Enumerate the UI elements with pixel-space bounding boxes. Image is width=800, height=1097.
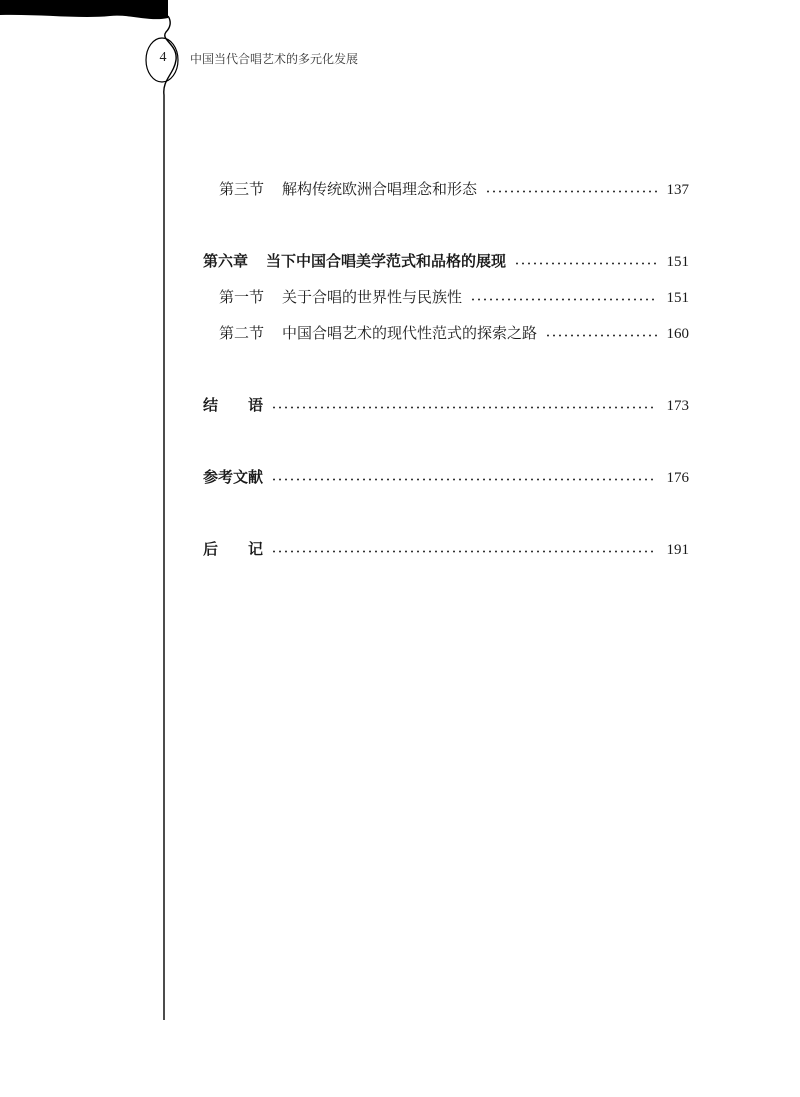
- toc-entry-page: 151: [666, 290, 689, 306]
- toc-entry-page: 173: [666, 398, 689, 414]
- toc-entry: [203, 175, 689, 199]
- dot-leader: [470, 298, 656, 301]
- dot-leader: [271, 406, 656, 409]
- toc-entry-number: 第一节: [219, 288, 265, 306]
- toc-entry-title: 后 记: [203, 540, 264, 558]
- toc-entry-page: 191: [666, 542, 689, 558]
- toc-entry-page: 176: [666, 470, 689, 486]
- dot-leader: [514, 262, 656, 265]
- dot-leader: [271, 478, 656, 481]
- toc-entry: [203, 463, 689, 487]
- toc-entry-title: 关于合唱的世界性与民族性: [282, 288, 463, 306]
- toc-entry-page: 137: [666, 182, 689, 198]
- toc-entry-number: 第三节: [219, 180, 265, 198]
- dot-leader: [271, 550, 656, 553]
- toc-entry-title: 中国合唱艺术的现代性范式的探索之路: [282, 324, 538, 342]
- toc-entry: [203, 319, 689, 343]
- running-head: 中国当代合唱艺术的多元化发展: [190, 52, 359, 66]
- dot-leader: [545, 334, 656, 337]
- dot-leader: [485, 190, 656, 193]
- toc-entry-number: 第二节: [219, 324, 265, 342]
- toc-entry-number: 第六章: [203, 252, 249, 270]
- page-number: 4: [159, 50, 167, 65]
- toc-entry: [203, 391, 689, 415]
- top-ink-band: [0, 0, 168, 19]
- toc-entry: [203, 283, 689, 307]
- toc-entry: [203, 247, 689, 271]
- toc-entry-title: 参考文献: [203, 468, 264, 486]
- toc-entry-page: 160: [666, 326, 689, 342]
- toc-entry: [203, 535, 689, 559]
- toc-entry-page: 151: [666, 254, 689, 270]
- toc-entry-title: 结 语: [203, 396, 264, 414]
- toc-entry-title: 解构传统欧洲合唱理念和形态: [282, 180, 478, 198]
- margin-rule: [164, 16, 176, 1020]
- toc-entry-title: 当下中国合唱美学范式和品格的展现: [266, 252, 507, 270]
